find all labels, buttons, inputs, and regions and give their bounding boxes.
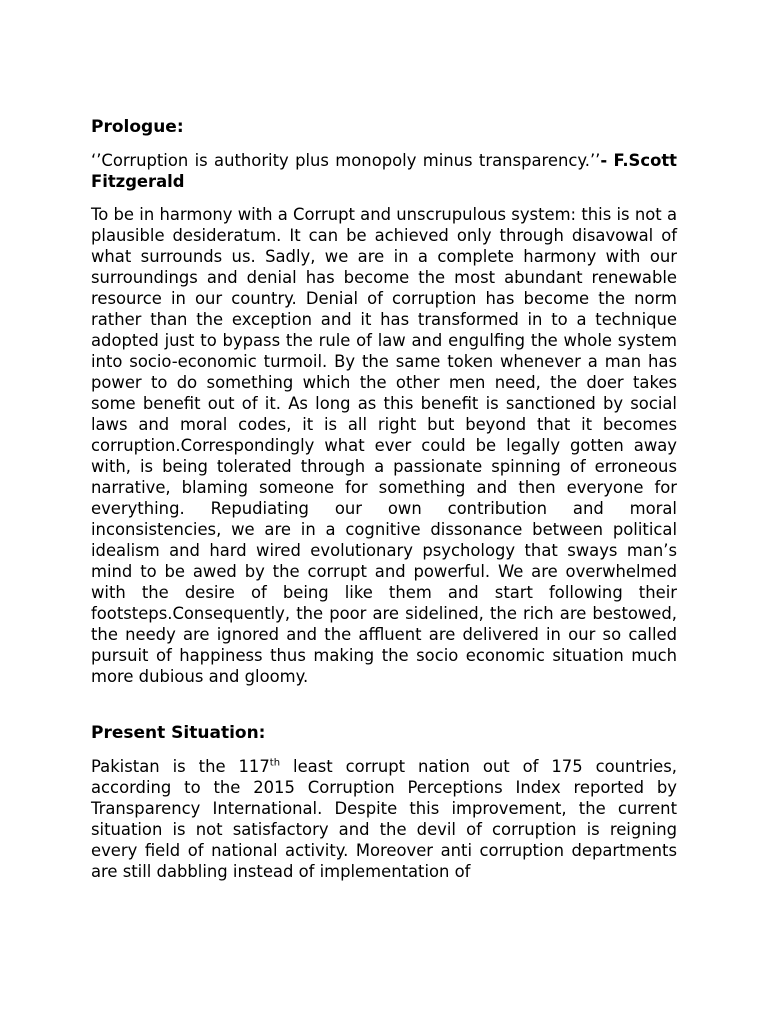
- document-page: [91, 117, 677, 894]
- prologue-heading: Prologue:: [91, 117, 184, 137]
- present-situation-paragraph: [91, 756, 677, 882]
- quote-text: ‘’Corruption is authority plus monopoly minus transparency.’’: [91, 151, 601, 170]
- quote-dash: -: [600, 151, 608, 170]
- prologue-paragraph: To be in harmony with a Corrupt and unscrupulous system: this is not a plausible desideratum. It can be achieved only through disavowal of what surrounds us. Sadly, we are in a complete harmony with our surroundings and denial has become the most abundant renewable resource in our country. Denial of corruption has become the norm rather than the exception and it has transformed in to a technique adopted just to bypass the rule of law and engulfing the whole system into socio-economic turmoil. By the same token whenever a man has power to do something which the other men need, the doer takes some benefit out of it. As long as this benefit is sanctioned by social laws and moral codes, it is all right but beyond that it becomes corruption.Correspondingly what ever could be legally gotten away with, is being tolerated through a passionate spinning of erroneous narrative, blaming someone for something and then everyone for everything. Repudiating our own contribution and moral inconsistencies, we are in a cognitive dissonance between political idealism and hard wired evolutionary psychology that sways man’s mind to be awed by the corrupt and powerful. We are overwhelmed with the desire of being like them and start following their footsteps.Consequently, the poor are sidelined, the rich are bestowed, the needy are ignored and the affluent are delivered in our so called pursuit of happiness thus making the socio economic situation much more dubious and gloomy.: [91, 205, 677, 686]
- section-spacer: [91, 699, 677, 723]
- opening-quote: [91, 150, 677, 192]
- present-intro-text: Pakistan is the 117: [91, 757, 270, 776]
- present-situation-heading: Present Situation:: [91, 723, 266, 743]
- quote-author: F.Scott Fitzgerald: [91, 151, 677, 191]
- present-rest-text: least corrupt nation out of 175 countries, according to the 2015 Corruption Perceptions Index reported by Transparency International. Despite this improvement, the current situation is not satisfactory and the devil of corruption is reigning every field of national activity. Moreover anti corruption departments are still dabbling instead of implementation of: [91, 757, 677, 881]
- ordinal-suffix: th: [269, 757, 281, 769]
